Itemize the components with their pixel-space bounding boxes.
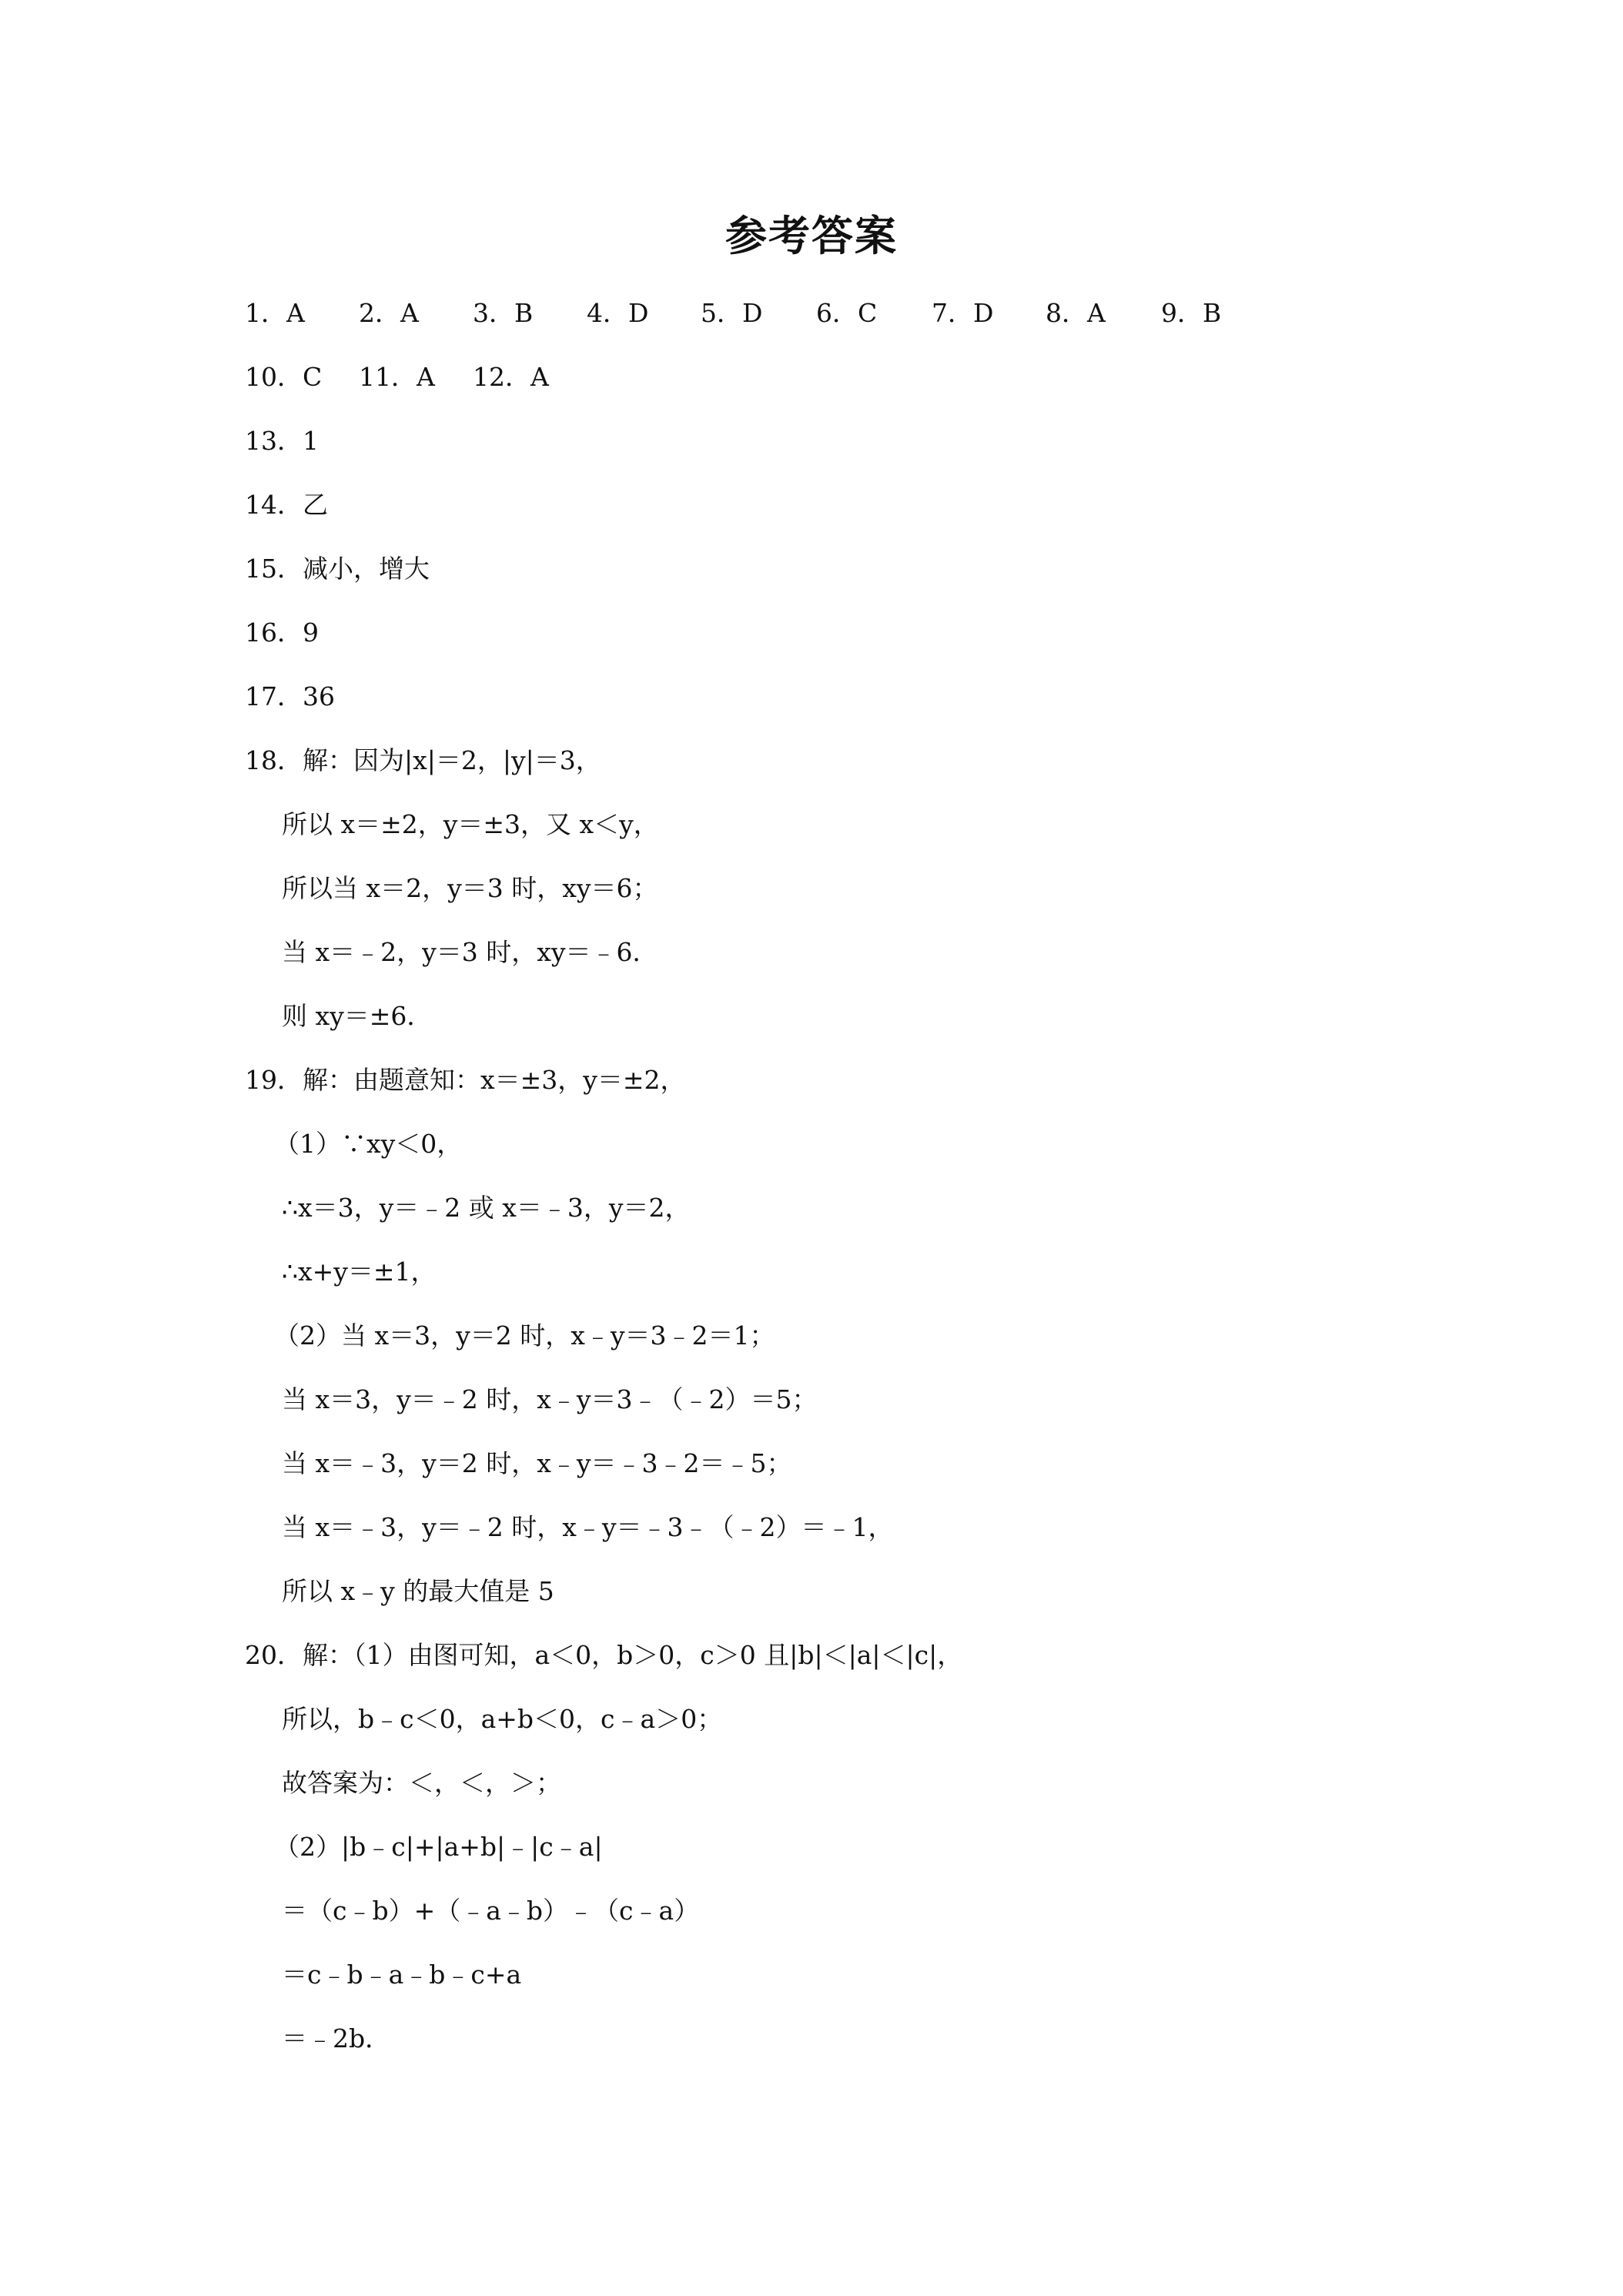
q18-line: 所以 x＝±2，y＝±3，又 x＜y， (282, 809, 659, 839)
fill-answer-16: 16．9 (245, 618, 319, 648)
q19-line: 19．解：由题意知：x＝±3，y＝±2， (245, 1065, 686, 1095)
fill-answer-14: 14．乙 (245, 490, 328, 520)
q20-line: 所以，b﹣c＜0，a+b＜0，c﹣a＞0； (282, 1704, 723, 1734)
q20-line: （2）|b﹣c|+|a+b|﹣|c﹣a| (274, 1832, 603, 1862)
q19-line: 当 x＝3，y＝﹣2 时，x﹣y＝3﹣（﹣2）＝5； (282, 1384, 818, 1414)
fill-answer-13: 13．1 (245, 426, 319, 456)
mc-answer-4: 4．D (587, 298, 649, 328)
q19-line: （2）当 x＝3，y＝2 时，x﹣y＝3﹣2＝1； (274, 1320, 775, 1350)
q19-line: 所以 x﹣y 的最大值是 5 (282, 1576, 554, 1606)
q19-line: ∴x+y＝±1， (282, 1257, 437, 1287)
mc-answer-1: 1．A (245, 298, 305, 328)
q19-line: （1）∵xy＜0， (274, 1129, 463, 1159)
mc-answer-12: 12．A (473, 362, 549, 392)
q20-line: 故答案为：＜，＜，＞； (282, 1768, 561, 1798)
fill-answer-15: 15．减小，增大 (245, 554, 430, 584)
mc-answer-3: 3．B (473, 298, 534, 328)
mc-answer-8: 8．A (1046, 298, 1106, 328)
q18-line: 所以当 x＝2，y＝3 时，xy＝6； (282, 873, 658, 903)
q20-line: 20．解：（1）由图可知，a＜0，b＞0，c＞0 且|b|＜|a|＜|c|， (245, 1640, 963, 1670)
page-title: 参考答案 (725, 212, 898, 260)
fill-answer-17: 17．36 (245, 681, 335, 711)
mc-answer-7: 7．D (932, 298, 994, 328)
q18-line: 18．解：因为|x|＝2，|y|＝3， (245, 745, 601, 775)
mc-answer-6: 6．C (816, 298, 878, 328)
mc-answer-5: 5．D (701, 298, 763, 328)
mc-answer-10: 10．C (245, 362, 323, 392)
q18-line: 则 xy＝±6． (282, 1001, 433, 1031)
q18-line: 当 x＝﹣2，y＝3 时，xy＝﹣6． (282, 937, 658, 967)
q20-line: ＝（c﹣b）+（﹣a﹣b）﹣（c﹣a） (282, 1896, 700, 1926)
mc-answer-2: 2．A (359, 298, 419, 328)
mc-answer-11: 11．A (359, 362, 435, 392)
mc-answer-9: 9．B (1161, 298, 1222, 328)
q20-line: ＝﹣2b． (282, 2023, 391, 2053)
q19-line: 当 x＝﹣3，y＝﹣2 时，x﹣y＝﹣3﹣（﹣2）＝﹣1， (282, 1512, 894, 1542)
q19-line: ∴x＝3，y＝﹣2 或 x＝﹣3，y＝2， (282, 1193, 691, 1223)
q19-line: 当 x＝﹣3，y＝2 时，x﹣y＝﹣3﹣2＝﹣5； (282, 1448, 792, 1478)
q20-line: ＝c﹣b﹣a﹣b﹣c+a (282, 1960, 522, 1990)
